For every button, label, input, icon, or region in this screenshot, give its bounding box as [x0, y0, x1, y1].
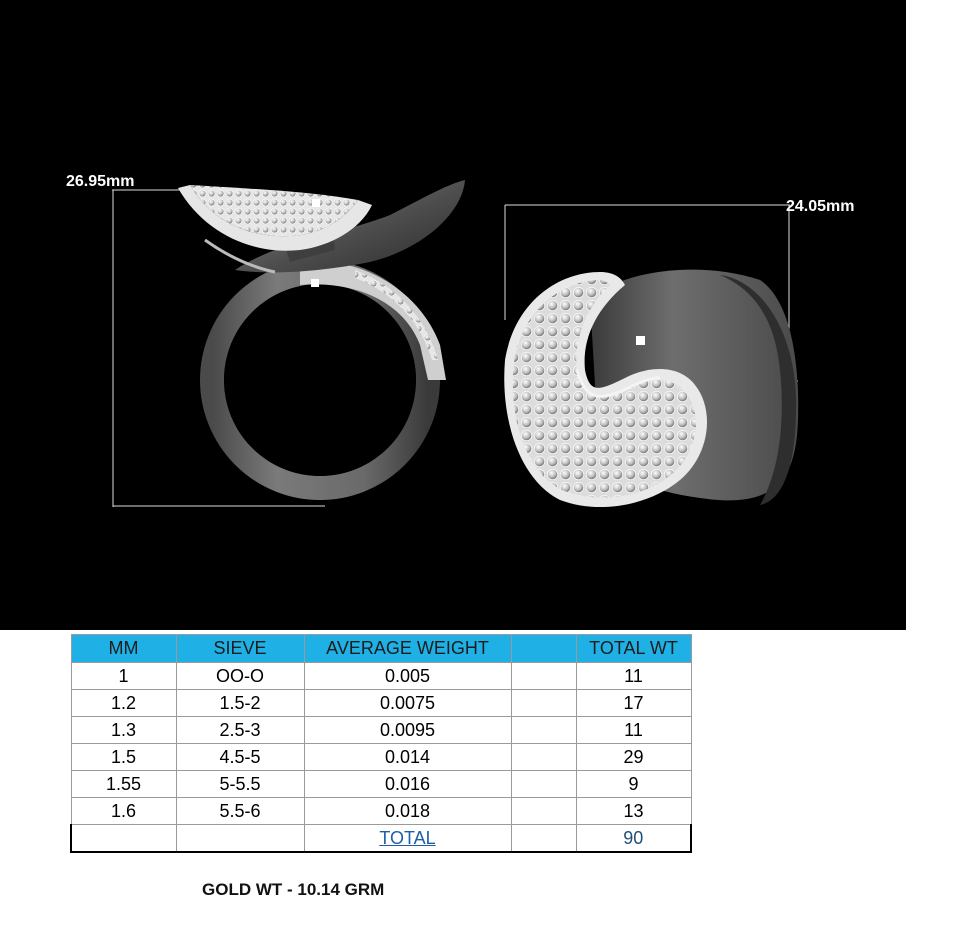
cell-total-wt: 9 [576, 771, 691, 798]
ring-front-view [504, 270, 798, 507]
total-value: 90 [576, 825, 691, 853]
gold-weight-label: GOLD WT - 10.14 GRM [202, 880, 385, 899]
cell-sieve: OO-O [176, 663, 304, 690]
cell-empty [176, 825, 304, 853]
cell-average-weight: 0.0095 [304, 717, 511, 744]
table-row [71, 717, 691, 744]
cell-sieve: 5.5-6 [176, 798, 304, 825]
cell-empty [71, 825, 176, 853]
cell-blank [511, 690, 576, 717]
cell-total-wt: 13 [576, 798, 691, 825]
cell-blank [511, 717, 576, 744]
cell-average-weight: 0.016 [304, 771, 511, 798]
table-header-row [71, 635, 691, 663]
cell-sieve: 2.5-3 [176, 717, 304, 744]
cell-average-weight: 0.005 [304, 663, 511, 690]
cell-blank [511, 771, 576, 798]
width-dimension-label: 24.05mm [786, 198, 855, 215]
total-link[interactable]: TOTAL [379, 827, 436, 848]
header-total-wt: TOTAL WT [576, 635, 691, 663]
header-sieve: SIEVE [176, 635, 304, 663]
table-row [71, 771, 691, 798]
cell-mm: 1.5 [71, 744, 176, 771]
stone-details-table [70, 634, 692, 853]
cell-average-weight: 0.0075 [304, 690, 511, 717]
table-row [71, 798, 691, 825]
cell-sieve: 1.5-2 [176, 690, 304, 717]
cell-mm: 1.6 [71, 798, 176, 825]
cell-total-wt: 11 [576, 663, 691, 690]
cell-blank [511, 744, 576, 771]
cell-blank [511, 663, 576, 690]
cell-sieve: 5-5.5 [176, 771, 304, 798]
header-average-weight: AVERAGE WEIGHT [304, 635, 511, 663]
cell-total-wt: 29 [576, 744, 691, 771]
cell-mm: 1.3 [71, 717, 176, 744]
height-dimension-label: 26.95mm [66, 173, 135, 190]
cell-average-weight: 0.014 [304, 744, 511, 771]
cell-empty [511, 825, 576, 853]
cell-total-wt: 11 [576, 717, 691, 744]
table-row [71, 663, 691, 690]
cell-blank [511, 798, 576, 825]
table-total-row [71, 825, 691, 853]
cell-sieve: 4.5-5 [176, 744, 304, 771]
cell-total-wt: 17 [576, 690, 691, 717]
ring-side-view [178, 180, 465, 488]
total-label-cell [304, 825, 511, 853]
header-blank [511, 635, 576, 663]
cell-mm: 1.55 [71, 771, 176, 798]
cell-average-weight: 0.018 [304, 798, 511, 825]
cell-mm: 1.2 [71, 690, 176, 717]
header-mm: MM [71, 635, 176, 663]
cell-mm: 1 [71, 663, 176, 690]
table-row [71, 744, 691, 771]
table-row [71, 690, 691, 717]
